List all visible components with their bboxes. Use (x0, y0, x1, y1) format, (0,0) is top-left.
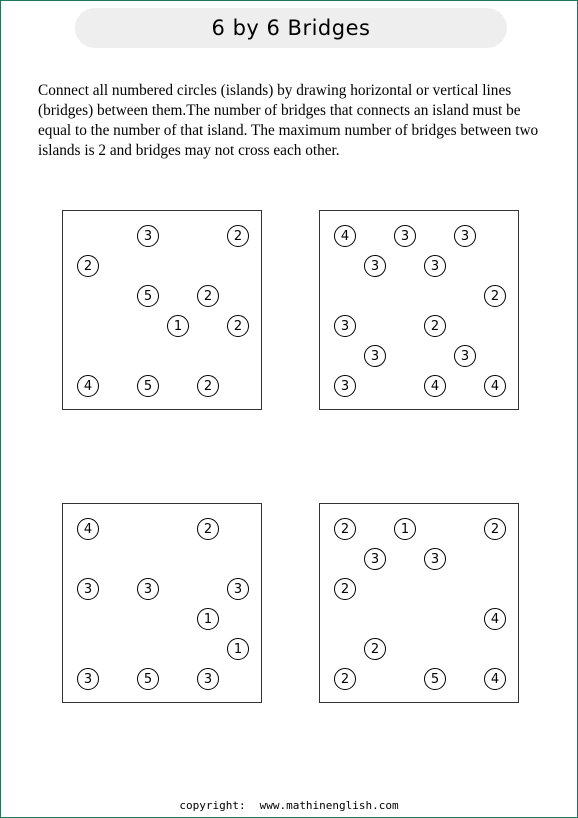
island-circle: 3 (197, 668, 219, 690)
island-circle: 2 (77, 255, 99, 277)
island-circle: 4 (484, 375, 506, 397)
island-circle: 5 (137, 375, 159, 397)
island-circle: 5 (137, 285, 159, 307)
island-circle: 3 (454, 225, 476, 247)
island-circle: 4 (484, 668, 506, 690)
island-circle: 2 (334, 668, 356, 690)
island-circle: 2 (197, 518, 219, 540)
island-circle: 5 (424, 668, 446, 690)
island-circle: 3 (424, 548, 446, 570)
title-bar (75, 8, 507, 48)
island-circle: 4 (77, 518, 99, 540)
puzzle-grid-2 (319, 210, 519, 410)
copyright-label: copyright: (179, 799, 246, 812)
puzzle-grid-3 (62, 503, 262, 703)
copyright-footer (1, 799, 577, 812)
island-circle: 2 (197, 285, 219, 307)
island-circle: 1 (227, 638, 249, 660)
island-circle: 5 (137, 668, 159, 690)
island-circle: 4 (424, 375, 446, 397)
island-circle: 3 (454, 345, 476, 367)
island-circle: 3 (137, 225, 159, 247)
instructions-text: Connect all numbered circles (islands) by drawing horizontal or vertical lines (bridges) between them.The number of bridges that connects an island must be equal to the number of that island. The maximum number of bridges between two islands is 2 and bridges may not cross each other. (38, 82, 539, 159)
island-circle: 1 (197, 608, 219, 630)
island-circle: 4 (334, 225, 356, 247)
island-circle: 2 (364, 638, 386, 660)
island-circle: 3 (334, 375, 356, 397)
island-circle: 3 (424, 255, 446, 277)
page-title: 6 by 6 Bridges (211, 16, 371, 40)
island-circle: 2 (197, 375, 219, 397)
island-circle: 2 (334, 578, 356, 600)
island-circle: 2 (484, 285, 506, 307)
island-circle: 3 (137, 578, 159, 600)
island-circle: 3 (394, 225, 416, 247)
puzzle-grid-1 (62, 210, 262, 410)
island-circle: 3 (77, 578, 99, 600)
island-circle: 2 (484, 518, 506, 540)
island-circle: 3 (227, 578, 249, 600)
island-circle: 3 (364, 255, 386, 277)
island-circle: 2 (424, 315, 446, 337)
island-circle: 1 (167, 315, 189, 337)
island-circle: 3 (334, 315, 356, 337)
puzzle-grid-4 (319, 503, 519, 703)
island-circle: 4 (484, 608, 506, 630)
island-circle: 4 (77, 375, 99, 397)
island-circle: 3 (364, 345, 386, 367)
island-circle: 2 (227, 315, 249, 337)
island-circle: 3 (364, 548, 386, 570)
island-circle: 3 (77, 668, 99, 690)
island-circle: 1 (394, 518, 416, 540)
island-circle: 2 (334, 518, 356, 540)
copyright-url: www.mathinenglish.com (259, 799, 399, 812)
island-circle: 2 (227, 225, 249, 247)
